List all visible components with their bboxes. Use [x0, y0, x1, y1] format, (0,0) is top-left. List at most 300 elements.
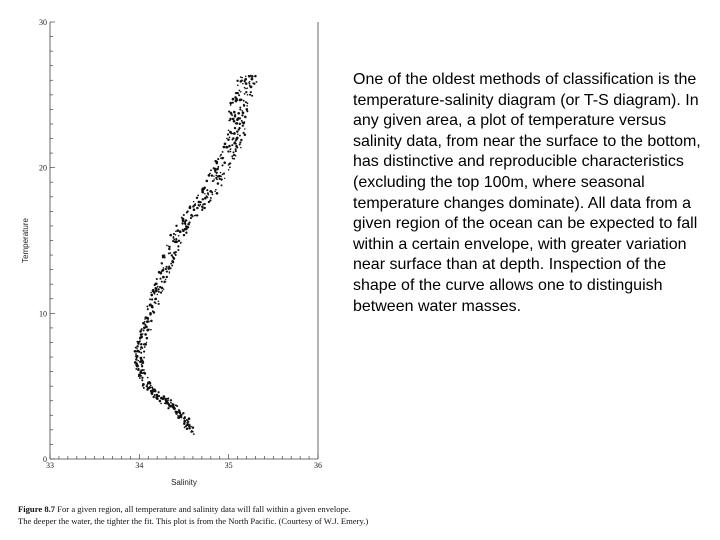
data-point: [167, 267, 170, 270]
data-point: [245, 91, 247, 93]
data-point: [247, 87, 248, 88]
data-point: [229, 102, 232, 105]
data-point: [231, 144, 233, 146]
data-point: [142, 347, 144, 349]
data-point: [160, 397, 163, 400]
y-tick-label: 0: [43, 455, 47, 464]
data-point: [173, 233, 175, 235]
data-point: [227, 139, 230, 142]
data-point: [166, 245, 168, 247]
data-point: [174, 410, 176, 412]
data-point: [226, 138, 228, 140]
data-point: [170, 402, 172, 404]
data-point: [233, 111, 236, 114]
data-point: [209, 199, 211, 201]
data-point: [228, 164, 230, 166]
data-point: [195, 203, 197, 205]
data-point: [183, 421, 185, 423]
data-point: [234, 115, 237, 118]
data-point: [149, 382, 152, 385]
data-point: [140, 343, 142, 345]
data-point: [245, 101, 247, 103]
data-point: [248, 76, 250, 78]
data-point: [138, 343, 140, 345]
data-point: [241, 110, 243, 112]
x-tick-label: 36: [314, 461, 322, 470]
data-point: [149, 298, 151, 300]
data-point: [211, 174, 213, 176]
data-point: [135, 358, 137, 360]
data-point: [153, 390, 155, 392]
data-point: [146, 342, 147, 343]
data-point: [232, 118, 235, 121]
data-point: [147, 308, 149, 310]
data-point: [168, 248, 170, 250]
data-point: [170, 263, 172, 265]
data-point: [229, 166, 231, 168]
data-point: [251, 78, 254, 81]
data-point: [158, 271, 161, 274]
data-point: [237, 84, 239, 86]
data-point: [222, 151, 224, 153]
data-point: [139, 372, 141, 374]
data-point: [228, 111, 230, 113]
data-point: [236, 137, 239, 140]
data-point: [185, 224, 187, 226]
data-point: [221, 164, 223, 166]
data-point: [173, 257, 176, 260]
data-point: [163, 256, 165, 258]
data-point: [146, 385, 148, 387]
data-point: [140, 369, 142, 371]
data-point: [188, 417, 191, 420]
y-tick-label: 20: [39, 163, 47, 173]
data-point: [234, 96, 236, 98]
data-point: [249, 94, 251, 96]
data-point: [142, 322, 145, 325]
figure-caption: [18, 503, 438, 527]
data-point: [229, 137, 231, 139]
data-point: [146, 306, 148, 308]
data-point: [193, 208, 196, 211]
data-point: [247, 102, 249, 104]
data-point: [235, 122, 238, 125]
data-point: [201, 206, 203, 208]
data-point: [175, 404, 177, 406]
data-point: [216, 172, 218, 174]
x-tick-label: 33: [46, 461, 54, 470]
data-point: [164, 254, 166, 256]
data-point: [160, 292, 162, 294]
data-point: [146, 329, 149, 332]
data-point: [167, 398, 169, 400]
data-point: [158, 301, 160, 303]
data-point: [198, 205, 200, 207]
data-point: [236, 147, 238, 149]
data-point: [244, 116, 247, 119]
data-point: [151, 298, 153, 300]
data-point: [241, 77, 243, 79]
data-point: [232, 158, 234, 160]
data-point: [177, 245, 179, 247]
data-point: [136, 341, 138, 343]
caption-label: Figure 8.7: [18, 504, 56, 514]
data-point: [232, 137, 234, 139]
data-point: [246, 108, 249, 111]
data-point: [216, 162, 219, 165]
data-point: [204, 203, 206, 205]
data-point: [236, 130, 238, 132]
data-point: [173, 238, 175, 240]
data-point: [178, 240, 180, 242]
data-point: [188, 425, 190, 427]
data-point: [221, 157, 224, 160]
data-point: [243, 104, 245, 106]
data-point: [251, 75, 254, 78]
data-point: [157, 294, 158, 295]
data-point: [193, 433, 195, 435]
data-point: [239, 108, 241, 110]
data-point: [162, 290, 164, 292]
caption-line-1: For a given region, all temperature and salinity data will fall within a given envelope.: [57, 504, 351, 514]
data-point: [146, 384, 147, 385]
data-point: [196, 197, 198, 199]
data-point: [136, 355, 139, 358]
data-point: [204, 193, 206, 195]
data-point: [232, 151, 234, 153]
data-point: [165, 279, 167, 281]
data-point: [169, 271, 170, 272]
data-point: [215, 175, 217, 177]
y-tick-label: 10: [39, 309, 47, 319]
data-point: [209, 190, 212, 193]
caption-line-2: The deeper the water, the tighter the fit. This plot is from the North Pacific. (Courtesy of W.J. Emery.): [18, 516, 369, 526]
data-point: [151, 294, 153, 296]
data-point: [184, 416, 186, 418]
data-point: [244, 80, 246, 82]
data-point: [196, 214, 198, 216]
data-point: [173, 408, 175, 410]
data-point: [235, 148, 237, 150]
data-point: [136, 345, 138, 347]
data-point: [231, 155, 233, 157]
data-point: [188, 221, 190, 223]
data-point: [175, 251, 177, 253]
data-point: [247, 94, 249, 96]
data-point: [240, 139, 242, 141]
data-point: [142, 333, 143, 334]
data-point: [225, 146, 228, 149]
data-point: [143, 369, 145, 371]
data-point: [175, 234, 177, 236]
data-point: [143, 351, 145, 353]
ts-diagram-chart: [0, 0, 340, 500]
data-point: [192, 215, 194, 217]
data-point: [194, 215, 196, 217]
data-point: [235, 100, 238, 103]
data-point: [142, 361, 145, 364]
data-point: [206, 195, 208, 197]
data-point: [233, 120, 236, 123]
data-point: [159, 278, 161, 280]
tick-labels: [39, 18, 322, 470]
data-point: [150, 329, 152, 331]
data-point: [158, 391, 160, 393]
data-point: [182, 412, 184, 414]
data-point: [217, 158, 219, 160]
data-point: [233, 154, 235, 156]
data-point: [146, 337, 149, 340]
data-point: [175, 238, 177, 240]
data-point: [213, 175, 214, 176]
data-point: [232, 98, 235, 101]
data-point: [215, 177, 217, 179]
data-point: [241, 114, 243, 116]
data-point: [217, 182, 220, 185]
data-point: [239, 107, 241, 109]
data-point: [219, 175, 221, 177]
data-point: [144, 343, 146, 345]
data-point: [185, 425, 187, 427]
data-point: [224, 178, 225, 179]
data-point: [238, 94, 240, 96]
data-point: [162, 276, 165, 279]
data-point: [150, 320, 153, 323]
data-point: [239, 135, 241, 137]
data-point: [166, 276, 168, 278]
data-point: [149, 386, 151, 388]
data-point: [141, 328, 143, 330]
data-point: [242, 111, 245, 114]
data-point: [242, 83, 244, 85]
data-point: [209, 173, 210, 174]
data-point: [192, 426, 195, 429]
data-point: [239, 143, 241, 145]
data-point: [165, 268, 167, 270]
data-point: [244, 134, 247, 137]
data-point: [197, 194, 199, 196]
data-point: [234, 114, 236, 116]
data-point: [244, 128, 245, 129]
data-point: [162, 269, 165, 272]
data-point: [140, 357, 143, 360]
plot-frame: [50, 22, 318, 459]
data-point: [236, 80, 238, 82]
data-point: [206, 189, 208, 191]
data-point: [235, 150, 237, 152]
data-point: [241, 120, 243, 122]
data-point: [213, 178, 214, 179]
data-point: [137, 360, 139, 362]
data-point: [169, 234, 172, 237]
data-point: [251, 95, 253, 97]
data-point: [207, 192, 209, 194]
data-point: [210, 169, 212, 171]
data-point: [177, 229, 180, 232]
data-point: [252, 82, 254, 84]
data-point: [158, 303, 160, 305]
data-point: [139, 330, 142, 333]
data-point: [185, 219, 187, 221]
data-point: [182, 229, 183, 230]
data-point: [203, 207, 205, 209]
data-point: [146, 317, 149, 320]
data-point: [199, 201, 201, 203]
data-point: [154, 284, 156, 286]
data-point: [161, 262, 163, 264]
data-point: [136, 362, 138, 364]
data-point: [245, 88, 247, 90]
data-point: [214, 191, 215, 192]
data-point: [237, 117, 240, 120]
data-point: [244, 87, 246, 89]
data-point: [140, 352, 142, 354]
data-point: [137, 368, 140, 371]
data-point: [179, 230, 182, 233]
data-point: [172, 240, 174, 242]
data-point: [216, 179, 218, 181]
data-point: [141, 377, 143, 379]
data-point: [172, 261, 174, 263]
data-point: [229, 149, 231, 151]
data-point: [163, 395, 166, 398]
data-point: [213, 180, 215, 182]
data-point: [152, 289, 155, 292]
data-point: [166, 271, 168, 273]
data-point: [143, 387, 145, 389]
data-point: [173, 237, 175, 239]
data-point: [151, 386, 153, 388]
data-point: [181, 217, 183, 219]
data-point: [230, 151, 232, 153]
data-point: [256, 81, 257, 82]
data-point: [156, 278, 158, 280]
data-point: [153, 388, 155, 390]
data-point: [140, 348, 142, 350]
data-point: [185, 228, 188, 231]
data-point: [149, 313, 152, 316]
data-point: [190, 431, 192, 433]
data-point: [135, 353, 137, 355]
data-point: [150, 385, 152, 387]
data-point: [150, 292, 152, 294]
data-point: [159, 400, 162, 403]
axis-ticks: [50, 22, 318, 459]
data-point: [230, 118, 232, 120]
x-axis-label: Salinity: [171, 478, 197, 487]
data-point: [227, 150, 229, 152]
data-point: [206, 180, 209, 183]
data-point: [228, 129, 230, 131]
data-point: [152, 396, 154, 398]
data-point: [167, 407, 169, 409]
data-point: [178, 415, 180, 417]
y-tick-label: 30: [39, 18, 47, 27]
data-point: [233, 142, 235, 144]
data-point: [248, 82, 249, 83]
data-point: [241, 79, 243, 81]
data-point: [174, 253, 175, 254]
data-point: [144, 346, 146, 348]
data-point: [223, 173, 225, 175]
data-point: [172, 403, 174, 405]
data-point: [175, 240, 178, 243]
data-point: [143, 329, 145, 331]
data-point: [229, 162, 231, 164]
data-point: [183, 234, 185, 236]
data-point: [221, 184, 223, 186]
x-tick-label: 34: [135, 461, 144, 470]
data-point: [144, 321, 146, 323]
data-point: [216, 192, 219, 195]
data-point: [139, 377, 141, 379]
data-point: [135, 368, 137, 370]
data-point: [164, 402, 166, 404]
data-point: [181, 222, 183, 224]
data-point: [220, 178, 222, 180]
data-point: [138, 374, 140, 376]
data-point: [250, 91, 252, 93]
data-point: [202, 198, 204, 200]
data-point: [166, 266, 168, 268]
data-point: [220, 154, 222, 156]
data-point: [242, 125, 244, 127]
data-point: [230, 112, 233, 115]
data-point: [136, 348, 137, 349]
data-point: [154, 301, 156, 303]
data-point: [245, 76, 247, 78]
data-point: [233, 132, 236, 135]
data-point: [193, 201, 195, 203]
data-point: [186, 419, 188, 421]
data-point: [178, 235, 180, 237]
data-point: [147, 377, 149, 379]
data-point: [177, 249, 179, 251]
x-tick-label: 35: [224, 461, 233, 470]
data-point: [155, 290, 158, 293]
y-axis-label: Temperature: [21, 218, 30, 263]
data-point: [141, 364, 143, 366]
data-point: [155, 287, 158, 290]
data-point: [234, 127, 236, 129]
data-point: [244, 93, 246, 95]
data-point: [186, 422, 188, 424]
data-point: [186, 427, 189, 430]
data-point: [185, 232, 187, 234]
data-point: [212, 194, 214, 196]
data-point: [227, 133, 229, 135]
scatter-points: [134, 75, 258, 435]
data-point: [245, 82, 248, 85]
data-point: [224, 142, 227, 145]
data-point: [250, 86, 253, 89]
data-point: [141, 379, 143, 381]
data-point: [187, 210, 189, 212]
data-point: [236, 92, 238, 94]
description-paragraph: One of the oldest methods of classification is the temperature-salinity diagram (or T-S diagram). In any given area, a plot of temperature versus salinity data, from near the surface to the bottom, has distinctive and reproducible characteristics (excluding the top 100m, where seasonal temperature changes dominate). All data from a given region of the ocean can be expected to fall within a certain envelope, with greater variation near surface than at depth. Inspection of the shape of the curve allows one to distinguish between water masses.: [353, 71, 701, 315]
data-point: [157, 288, 159, 290]
data-point: [223, 161, 226, 164]
data-point: [168, 252, 170, 254]
data-point: [239, 123, 241, 125]
data-point: [238, 90, 240, 92]
data-point: [218, 167, 220, 169]
data-point: [147, 387, 149, 389]
data-point: [161, 281, 163, 283]
data-point: [138, 351, 140, 353]
data-point: [152, 310, 154, 312]
data-point: [190, 217, 192, 219]
